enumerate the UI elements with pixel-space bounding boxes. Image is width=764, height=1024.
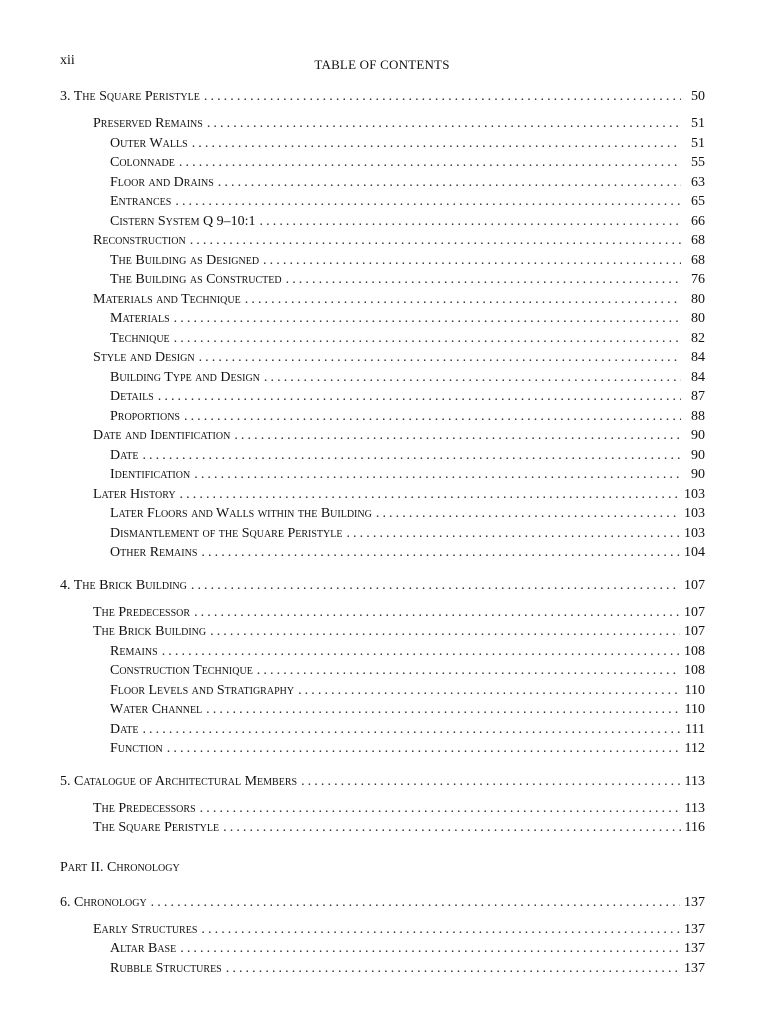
toc-label: Date	[110, 447, 139, 463]
toc-page: 90	[691, 447, 705, 463]
toc-page: 107	[684, 577, 705, 593]
leader-dots	[257, 661, 680, 681]
toc-section	[60, 231, 705, 251]
toc-label: Construction Technique	[110, 663, 253, 678]
toc-section	[60, 920, 705, 940]
toc-label: The Brick Building	[93, 624, 207, 639]
leader-dots	[263, 251, 681, 271]
toc-page: 116	[684, 820, 705, 835]
toc-page: 55	[691, 155, 705, 170]
toc-page: 80	[691, 291, 705, 307]
toc-label: The Predecessor	[93, 604, 191, 620]
leader-dots	[175, 192, 681, 212]
toc-chapter-6	[60, 893, 705, 913]
toc-subsection	[60, 524, 705, 544]
toc-page: 50	[691, 89, 705, 104]
toc-section	[60, 818, 705, 838]
toc-page: 90	[691, 467, 705, 482]
leader-dots	[226, 959, 680, 979]
toc-page: 51	[691, 116, 705, 131]
toc-page: 90	[691, 428, 705, 443]
toc-page: 108	[684, 663, 705, 678]
leader-dots	[260, 212, 681, 232]
leader-dots	[264, 368, 681, 388]
toc-subsection	[60, 329, 705, 349]
toc-page: 113	[684, 800, 705, 816]
toc-label: Materials	[110, 311, 170, 326]
leader-dots	[194, 465, 681, 485]
toc-page: 68	[691, 233, 705, 248]
toc-page: 68	[691, 252, 705, 268]
toc-label: Altar Base	[110, 941, 177, 956]
toc-page: 108	[684, 643, 705, 659]
toc-label: Building Type and Design	[110, 369, 260, 385]
toc-section	[60, 622, 705, 642]
toc-page: 104	[684, 545, 705, 560]
toc-page: 103	[684, 486, 705, 502]
toc-page: 103	[684, 525, 705, 541]
toc-page: 65	[691, 194, 705, 209]
toc-page: 51	[691, 135, 705, 151]
leader-dots	[167, 739, 681, 759]
toc-page: 84	[691, 350, 705, 365]
toc-section	[60, 603, 705, 623]
toc-label: Colonnade	[110, 155, 175, 170]
toc-page: 110	[684, 702, 705, 717]
toc-label: Other Remains	[110, 545, 198, 560]
leader-dots	[194, 603, 680, 623]
toc-part-2	[60, 858, 705, 880]
toc-page: 66	[691, 213, 705, 229]
toc-subsection	[60, 543, 705, 563]
toc-page: 137	[684, 960, 705, 976]
toc-subsection	[60, 720, 705, 740]
toc-label: Remains	[110, 643, 158, 659]
toc-page: 82	[691, 330, 705, 346]
toc-label: Water Channel	[110, 702, 203, 717]
running-head: TABLE OF CONTENTS	[314, 57, 450, 72]
toc-page: 63	[691, 174, 705, 190]
leader-dots	[184, 407, 681, 427]
leader-dots	[174, 309, 681, 329]
toc-subsection	[60, 700, 705, 720]
leader-dots	[234, 426, 681, 446]
leader-dots	[179, 153, 681, 173]
leader-dots	[298, 681, 680, 701]
toc-page: 88	[691, 408, 705, 424]
toc-page: 103	[684, 506, 705, 521]
page-number: xii	[60, 53, 75, 68]
toc-label: Details	[110, 389, 154, 404]
toc-page: 111	[685, 721, 705, 737]
leader-dots	[301, 772, 680, 792]
leader-dots	[142, 720, 681, 740]
leader-dots	[206, 700, 680, 720]
leader-dots	[201, 543, 680, 563]
toc-subsection	[60, 446, 705, 466]
toc-subsection	[60, 959, 705, 979]
toc-subsection	[60, 212, 705, 232]
toc-subsection	[60, 465, 705, 485]
toc-page: 84	[691, 369, 705, 385]
toc-page: 112	[684, 741, 705, 756]
leader-dots	[190, 231, 681, 251]
toc-subsection	[60, 681, 705, 701]
leader-dots	[199, 348, 681, 368]
toc-label: Early Structures	[93, 921, 198, 937]
toc-label: 5. Catalogue of Architectural Members	[60, 773, 298, 789]
toc-section	[60, 348, 705, 368]
toc-page: 137	[684, 921, 705, 937]
toc-label: Date	[110, 721, 139, 737]
toc-subsection	[60, 251, 705, 271]
toc-subsection	[60, 387, 705, 407]
toc-label: The Building as Designed	[110, 252, 260, 268]
toc-label: Cistern System Q 9–10:1	[110, 213, 256, 229]
toc-page: 80	[691, 311, 705, 326]
toc-label: Outer Walls	[110, 135, 188, 151]
toc-section	[60, 426, 705, 446]
toc-page: 107	[684, 604, 705, 620]
toc-section	[60, 799, 705, 819]
toc-subsection	[60, 270, 705, 290]
leader-dots	[201, 920, 680, 940]
toc-page: 137	[684, 894, 705, 910]
toc-chapter-4	[60, 576, 705, 596]
toc-subsection	[60, 134, 705, 154]
toc-label: Part II. Chronology	[60, 859, 180, 875]
leader-dots	[286, 270, 681, 290]
toc-label: Floor and Drains	[110, 174, 214, 190]
toc-label: Rubble Structures	[110, 960, 222, 976]
toc-label: Later History	[93, 486, 176, 502]
leader-dots	[204, 87, 681, 107]
leader-dots	[158, 387, 681, 407]
leader-dots	[210, 622, 680, 642]
toc-subsection	[60, 192, 705, 212]
toc-label: Materials and Technique	[93, 291, 241, 307]
toc-label: Dismantlement of the Square Peristyle	[110, 525, 343, 541]
toc-label: Function	[110, 741, 163, 756]
toc-subsection	[60, 939, 705, 959]
toc-label: Technique	[110, 330, 170, 346]
leader-dots	[162, 642, 680, 662]
toc-subsection	[60, 407, 705, 427]
leader-dots	[142, 446, 681, 466]
toc-page: 107	[684, 624, 705, 639]
toc-page: 87	[691, 389, 705, 404]
toc-label: Preserved Remains	[93, 116, 203, 131]
toc-label: Style and Design	[93, 350, 195, 365]
leader-dots	[245, 290, 681, 310]
toc-label: Later Floors and Walls within the Building	[110, 506, 372, 521]
leader-dots	[151, 893, 680, 913]
toc-label: Entrances	[110, 194, 172, 209]
toc-label: The Square Peristyle	[93, 820, 220, 835]
toc-label: The Building as Constructed	[110, 272, 282, 287]
leader-dots	[223, 818, 680, 838]
leader-dots	[192, 134, 681, 154]
toc-section	[60, 290, 705, 310]
leader-dots	[346, 524, 680, 544]
toc-page: 113	[684, 773, 705, 789]
toc-label: Identification	[110, 467, 191, 482]
toc-label: Date and Identification	[93, 428, 231, 443]
toc-label: Reconstruction	[93, 233, 186, 248]
toc-subsection	[60, 642, 705, 662]
toc-page: 137	[684, 941, 705, 956]
leader-dots	[218, 173, 681, 193]
leader-dots	[376, 504, 680, 524]
toc-section	[60, 485, 705, 505]
toc-label: 6. Chronology	[60, 894, 147, 910]
toc-label: Proportions	[110, 408, 180, 424]
leader-dots	[180, 485, 680, 505]
toc-subsection	[60, 661, 705, 681]
leader-dots	[191, 576, 680, 596]
toc-page: 76	[691, 272, 705, 287]
toc-page: 110	[684, 682, 705, 698]
toc-subsection	[60, 368, 705, 388]
leader-dots	[200, 799, 681, 819]
leader-dots	[180, 939, 680, 959]
toc-subsection	[60, 504, 705, 524]
toc-label: 4. The Brick Building	[60, 577, 187, 593]
leader-dots	[174, 329, 681, 349]
toc-subsection	[60, 173, 705, 193]
table-of-contents	[60, 87, 705, 978]
toc-label: Floor Levels and Stratigraphy	[110, 682, 295, 698]
toc-subsection	[60, 739, 705, 759]
toc-chapter-5	[60, 772, 705, 792]
toc-label: 3. The Square Peristyle	[60, 89, 200, 104]
toc-label: The Predecessors	[93, 800, 196, 816]
leader-dots	[207, 114, 681, 134]
toc-section	[60, 114, 705, 134]
toc-chapter-3	[60, 87, 705, 107]
toc-subsection	[60, 309, 705, 329]
toc-subsection	[60, 153, 705, 173]
